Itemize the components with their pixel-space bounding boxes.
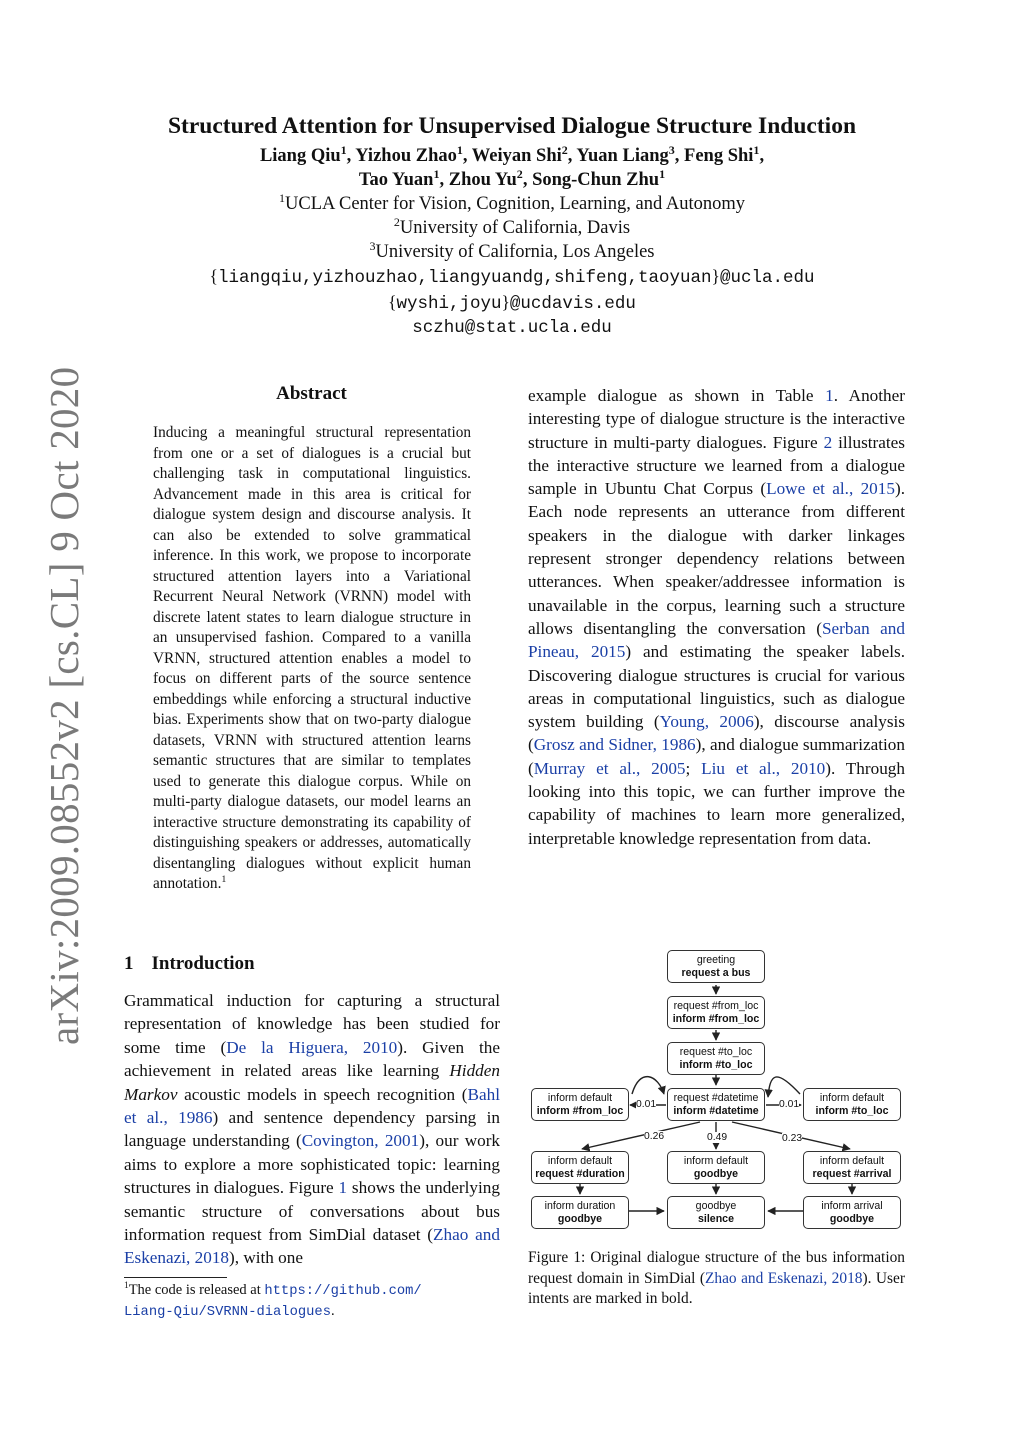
node-default-goodbye: inform default goodbye	[667, 1151, 765, 1184]
author: Yuan Liang	[576, 146, 669, 166]
node-duration-goodbye: inform duration goodbye	[531, 1196, 629, 1229]
figure-ref-link[interactable]: 1	[338, 1178, 348, 1198]
affiliation-text: University of California, Los Angeles	[375, 242, 655, 262]
email-line-3: sczhu@stat.ucla.edu	[412, 318, 612, 338]
node-greeting: greeting request a bus	[667, 950, 765, 983]
author: Yizhou Zhao	[355, 146, 457, 166]
node-request-arrival: inform default request #arrival	[803, 1151, 901, 1184]
affiliation	[0, 240, 1024, 264]
affiliation-text: UCLA Center for Vision, Cognition, Learning, and Autonomy	[285, 194, 745, 214]
node-default-to-loc: inform default inform #to_loc	[803, 1088, 901, 1121]
edge-label: 0.26	[644, 1131, 665, 1142]
node-to-loc: request #to_loc inform #to_loc	[667, 1042, 765, 1075]
footnote: $^1$The code is released at https://github.com/ Liang-Qiu/SVRNN-dialogues.	[124, 1281, 422, 1320]
email-names: liangqiu,yizhouzhao,liangyuandg,shifeng,taoyuan	[217, 268, 712, 288]
node-request-duration: inform default request #duration	[531, 1151, 629, 1184]
affiliation	[0, 192, 1024, 216]
author-affil-mark: 1	[433, 166, 440, 181]
author-affil-mark: 1	[456, 142, 463, 157]
email-line-2: {wyshi,joyu}@ucdavis.edu	[388, 292, 636, 314]
author-affil-mark: 3	[668, 142, 675, 157]
figure-1-dialogue-structure	[520, 945, 910, 1230]
section-heading-introduction	[124, 953, 255, 975]
section-title: Introduction	[151, 953, 255, 974]
paper-header	[0, 108, 1024, 340]
author-line-2: Tao Yuan$^1$, Zhou Yu$^2$, Song-Chun Zhu$^1$	[358, 166, 666, 190]
node-from-loc: request #from_loc inform #from_loc	[667, 996, 765, 1029]
citation-link[interactable]: Grosz and Sidner, 1986	[533, 735, 696, 755]
author-affil-mark: 2	[561, 142, 568, 157]
edge-label: 0.01	[779, 1099, 800, 1110]
figure-caption: Figure 1: Original dialogue structure of the bus information request domain in SimDial (Zhao and Eskenazi, 2018). User intents are marked in bold.	[528, 1249, 905, 1307]
node-datetime: request #datetime inform #datetime	[667, 1088, 765, 1121]
author-affil-mark: 1	[340, 142, 347, 157]
citation-link[interactable]: Murray et al., 2005	[533, 758, 686, 778]
citation-link[interactable]: Bahl et al., 1986	[124, 1084, 500, 1128]
node-default-from-loc: inform default inform #from_loc	[531, 1088, 629, 1121]
paper-title: Structured Attention for Unsupervised Dialogue Structure Induction	[167, 113, 857, 139]
arxiv-identifier: arXiv:2009.08552v2 [cs.CL] 9 Oct 2020	[41, 366, 87, 1045]
node-goodbye-silence: goodbye silence	[667, 1196, 765, 1229]
self-loop-edge	[768, 1077, 800, 1097]
email-line-1: {liangqiu,yizhouzhao,liangyuandg,shifeng,taoyuan}@ucla.edu	[209, 266, 815, 288]
email-domain: @ucdavis.edu	[509, 294, 636, 314]
footnote-divider	[124, 1277, 227, 1278]
author: Song-Chun Zhu	[532, 170, 660, 190]
citation-link[interactable]: De la Higuera, 2010	[226, 1037, 398, 1057]
citation-link[interactable]: Zhao and Eskenazi, 2018	[124, 1225, 500, 1268]
footnote-text: The code is released at	[128, 1282, 265, 1298]
figure-ref-link[interactable]: 2	[823, 432, 833, 452]
citation-link[interactable]: Serban and Pineau, 2015	[528, 618, 905, 662]
email-domain: @ucla.edu	[719, 268, 815, 288]
affiliation-mark: 2	[393, 214, 400, 229]
citation-link[interactable]: Covington, 2001	[301, 1131, 420, 1151]
author: Zhou Yu	[448, 170, 517, 190]
introduction-paragraph: Grammatical induction for capturing a structural representation of knowledge has been studied for some time (De la Higuera, 2010). Given the achievement in related areas like learning Hidden Markov acoustic models in speech recognition (Bahl et al., 1986) and sentence dependency parsing in language understanding (Covington, 2001), our work aims to explore a more sophisticated topic: learning structures in dialogues. Figure 1 shows the underlying semantic structure of conversations about bus information request from SimDial dataset (Zhao and Eskenazi, 2018), with one	[124, 991, 501, 1268]
table-ref-link[interactable]: 1	[825, 386, 834, 405]
author: Tao Yuan	[358, 170, 434, 190]
email-names: wyshi,joyu	[396, 294, 502, 314]
citation-link[interactable]: Lowe et al., 2015	[766, 479, 895, 499]
citation-link[interactable]: Zhao and Eskenazi, 2018	[704, 1269, 863, 1287]
affiliation	[0, 216, 1024, 240]
affiliation-text: University of California, Davis	[399, 218, 631, 238]
edge-label: 0.49	[707, 1132, 728, 1143]
self-loop-edge	[632, 1077, 664, 1094]
edge-label: 0.01	[636, 1099, 657, 1110]
emphasis: Hidden Markov	[124, 1061, 500, 1104]
code-url-link[interactable]: Liang-Qiu/SVRNN-dialogues	[124, 1304, 331, 1320]
author-line-1: Liang Qiu$^1$, Yizhou Zhao$^1$, Weiyan Shi$^2$, Yuan Liang$^3$, Feng Shi$^1$,	[259, 142, 765, 166]
citation-link[interactable]: Young, 2006	[659, 712, 754, 732]
edge	[582, 1122, 700, 1149]
author: Feng Shi	[684, 146, 754, 166]
author: Liang Qiu	[259, 146, 341, 166]
abstract-body	[153, 423, 471, 895]
affiliation-mark: 3	[369, 238, 376, 253]
footnote-marker[interactable]: 1	[221, 873, 227, 885]
citation-link[interactable]: Liu et al., 2010	[701, 758, 826, 778]
author-affil-mark: 1	[659, 166, 666, 181]
abstract-heading: Abstract	[276, 383, 347, 404]
code-url-link[interactable]: https://github.com/	[264, 1284, 422, 1299]
node-arrival-goodbye: inform arrival goodbye	[803, 1196, 901, 1229]
right-column-paragraph: example dialogue as shown in Table 1. Another interesting type of dialogue structure is the interactive structure in multi-party dialogues. Figure 2 illustrates the interactive structure we learned from a dialogue sample in Ubuntu Chat Corpus (Lowe et al., 2015). Each node represents an utterance from different speakers in the dialogue with darker linkages represent stronger dependency relations between utterances. When speaker/addressee information is unavailable in the corpus, learning such a structure allows disentangling the conversation (Serban and Pineau, 2015) and estimating the speaker labels. Discovering dialogue structures is crucial for various areas in computational linguistics, such as dialogue system building (Young, 2006), discourse analysis (Grosz and Sidner, 1986), and dialogue summarization (Murray et al., 2005; Liu et al., 2010). Through looking into this topic, we can further improve the capability of machines to learn more generalized, interpretable knowledge representation from data.	[528, 386, 905, 848]
section-number: 1	[124, 953, 134, 974]
footnote-mark: 1	[124, 1281, 129, 1292]
author-affil-mark: 2	[516, 166, 523, 181]
author: Weiyan Shi	[471, 146, 562, 166]
affiliation-mark: 1	[279, 190, 286, 205]
edge-label: 0.23	[782, 1133, 803, 1144]
author-affil-mark: 1	[753, 142, 760, 157]
abstract-text: Inducing a meaningful structural representation from one or a set of dialogues is a crucial but challenging task in computational linguistics. Advancement made in this area is critical for dialogue system design and discourse analysis. It can also be extended to solve grammatical inference. In this work, we propose to incorporate structured attention layers into a Variational Recurrent Neural Network (VRNN) model with discrete latent states to learn dialogue structure in an unsupervised fashion. Compared to a vanilla VRNN, structured attention enables a model to focus on different parts of the source sentence embeddings while enforcing a structural inductive bias. Experiments show that on two-party dialogue datasets, VRNN with structured attention learns semantic structures that are similar to templates used to generate this dialogue corpus. While on multi-party dialogue datasets, our model learns an interactive structure demonstrating its capability of distinguishing speakers or addresses, automatically disentangling dialogues without explicit human annotation.	[153, 424, 471, 892]
